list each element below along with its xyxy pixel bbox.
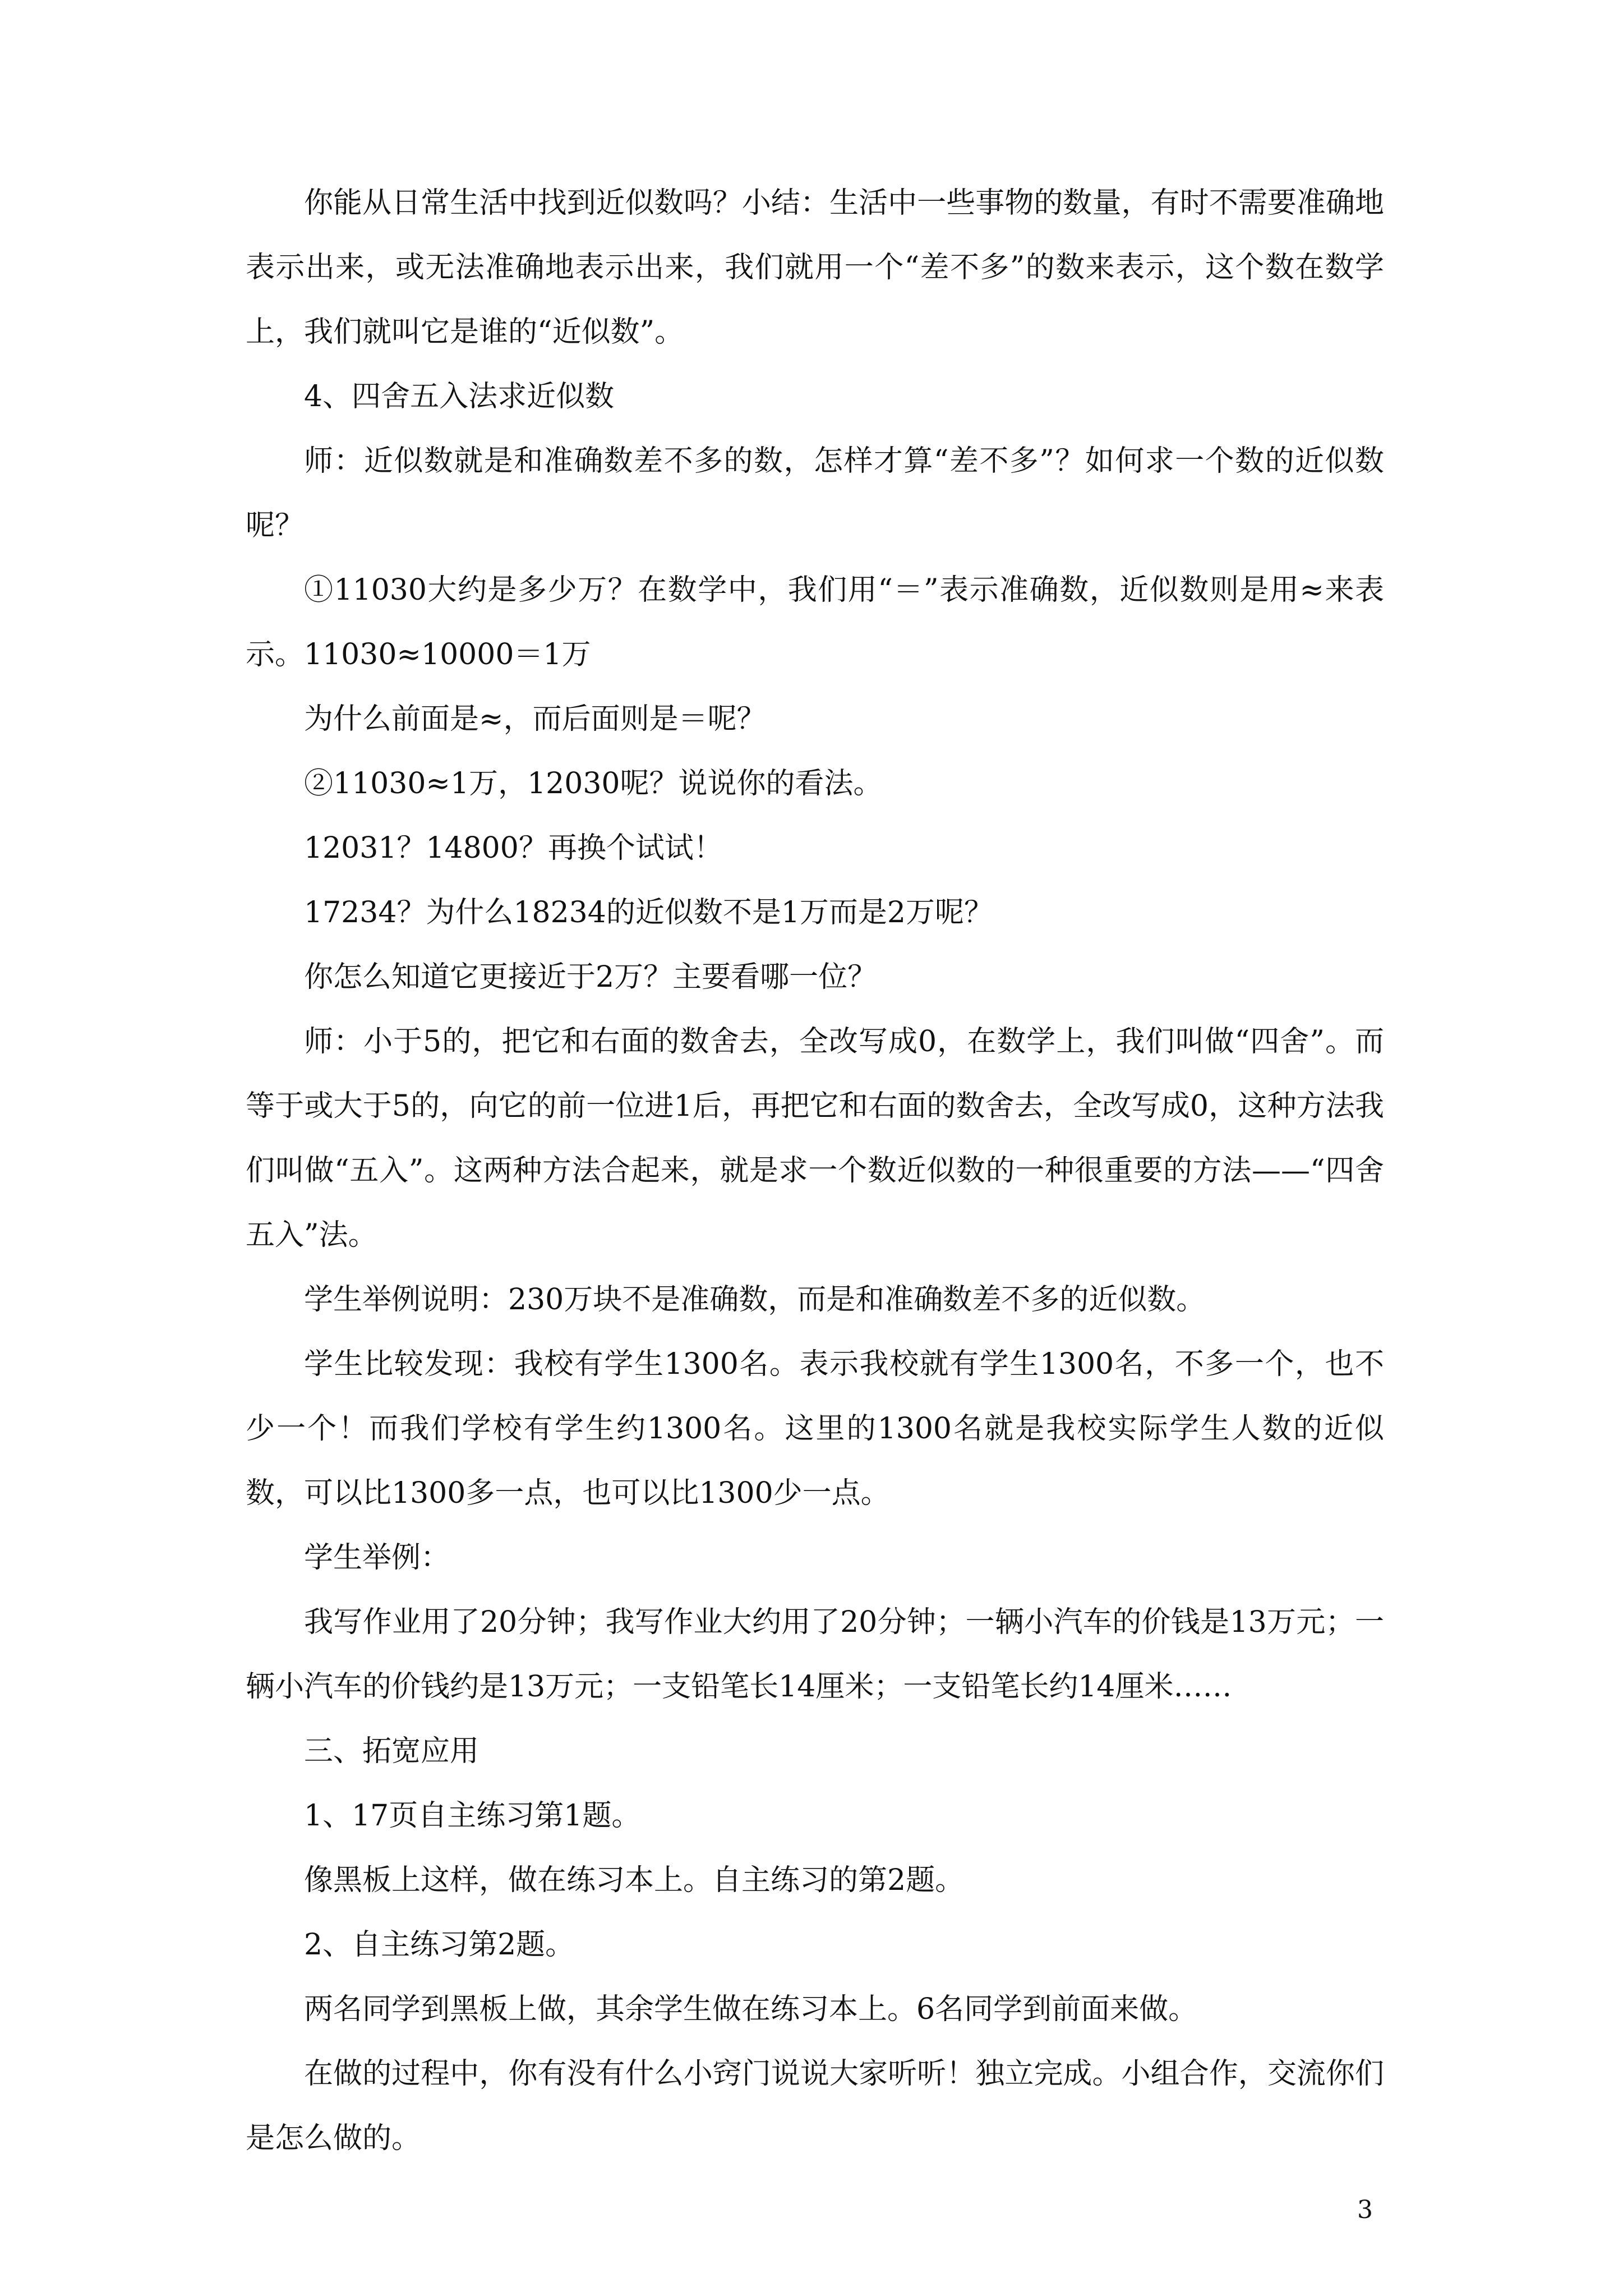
document-body	[246, 171, 1384, 2171]
section-heading-application: 三、拓宽应用	[304, 1734, 479, 1768]
paragraph-closer-question: 你怎么知道它更接近于2万？主要看哪一位？	[304, 960, 877, 994]
paragraph-example-17234: 17234？为什么18234的近似数不是1万而是2万呢？	[304, 896, 994, 930]
paragraph-example-12031: 12031？14800？再换个试试！	[304, 831, 723, 865]
paragraph-teacher-question: 师：近似数就是和准确数差不多的数，怎样才算“差不多”？如何求一个数的近似数呢？	[246, 444, 1384, 542]
paragraph-exercise-1: 1、17页自主练习第1题。	[304, 1799, 641, 1833]
paragraph-discussion: 在做的过程中，你有没有什么小窍门说说大家听听！独立完成。小组合作，交流你们是怎么做的。	[246, 2057, 1384, 2155]
paragraph-student-example-230: 学生举例说明：230万块不是准确数，而是和准确数差不多的近似数。	[304, 1283, 1206, 1317]
paragraph-student-comparison: 学生比较发现：我校有学生1300名。表示我校就有学生1300名，不多一个，也不少一个！而我们学校有学生约1300名。这里的1300名就是我校实际学生人数的近似数，可以比1300多一点，也可以比1300少一点。	[246, 1347, 1384, 1510]
section-heading-rounding: 4、四舍五入法求近似数	[304, 380, 615, 413]
paragraph-example-11030: ①11030大约是多少万？在数学中，我们用“＝”表示准确数，近似数则是用≈来表示。11030≈10000＝1万	[246, 573, 1384, 671]
page-number: 3	[1357, 2196, 1373, 2224]
paragraph-example-12030: ②11030≈1万，12030呢？说说你的看法。	[304, 767, 883, 800]
paragraph-student-examples-label: 学生举例：	[304, 1541, 450, 1575]
paragraph-exercise-2: 2、自主练习第2题。	[304, 1928, 575, 1962]
paragraph-near-number-intro: 你能从日常生活中找到近似数吗？小结：生活中一些事物的数量，有时不需要准确地表示出来，或无法准确地表示出来，我们就用一个“差不多”的数来表示，这个数在数学上，我们就叫它是谁的“近似数”。	[246, 186, 1384, 349]
paragraph-exercise-1-note: 像黑板上这样，做在练习本上。自主练习的第2题。	[304, 1864, 965, 1897]
paragraph-exercise-2-note: 两名同学到黑板上做，其余学生做在练习本上。6名同学到前面来做。	[304, 1993, 1198, 2026]
paragraph-why-symbols: 为什么前面是≈，而后面则是＝呢？	[304, 702, 766, 736]
paragraph-student-examples: 我写作业用了20分钟；我写作业大约用了20分钟；一辆小汽车的价钱是13万元；一辆小汽车的价钱约是13万元；一支铅笔长14厘米；一支铅笔长约14厘米……	[246, 1605, 1384, 1704]
paragraph-rounding-rule: 师：小于5的，把它和右面的数舍去，全改写成0，在数学上，我们叫做“四舍”。而等于或大于5的，向它的前一位进1后，再把它和右面的数舍去，全改写成0，这种方法我们叫做“五入”。这两种方法合起来，就是求一个数近似数的一种很重要的方法——“四舍五入”法。	[246, 1025, 1384, 1252]
